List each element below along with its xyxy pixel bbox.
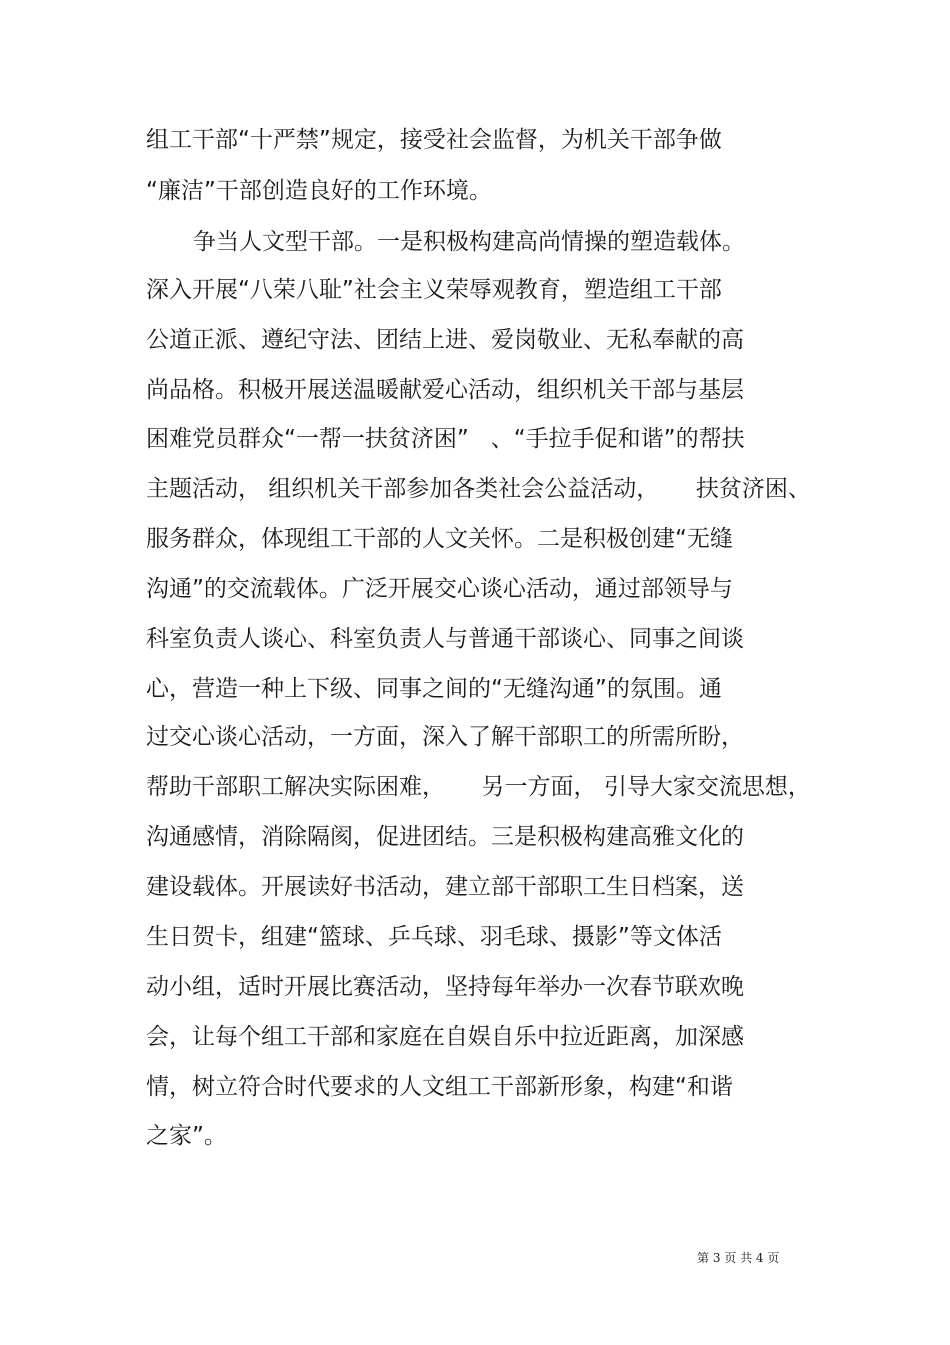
text-line-14: 帮助干部职工解决实际困难， 另一方面， 引导大家交流思想， (146, 774, 811, 800)
text-line-19: 会，让每个组工干部和家庭在自娱自乐中拉近距离，加深感 (146, 1024, 744, 1050)
text-line-11: 科室负责人谈心、科室负责人与普通干部谈心、同事之间谈 (146, 626, 744, 652)
text-line-20: 情，树立符合时代要求的人文组工干部新形象，构建“和谐 (146, 1074, 733, 1100)
text-line-4: 深入开展“八荣八耻”社会主义荣辱观教育，塑造组工干部 (146, 277, 722, 303)
text-line-17: 生日贺卡，组建“篮球、乒乓球、羽毛球、摄影”等文体活 (146, 924, 722, 950)
text-line-8: 主题活动， 组织机关干部参加各类社会公益活动， 扶贫济困、 (146, 476, 811, 502)
text-line-13: 过交心谈心活动，一方面，深入了解干部职工的所需所盼， (146, 724, 744, 750)
text-line-16: 建设载体。开展读好书活动，建立部干部职工生日档案，送 (146, 874, 744, 900)
text-line-15: 沟通感情，消除隔阂，促进团结。三是积极构建高雅文化的 (146, 824, 744, 850)
text-line-6: 尚品格。积极开展送温暖献爱心活动，组织机关干部与基层 (146, 377, 744, 403)
text-line-10: 沟通”的交流载体。广泛开展交心谈心活动，通过部领导与 (146, 576, 733, 602)
page-number-footer: 第 3 页 共 4 页 (697, 1251, 780, 1265)
text-line-21: 之家”。 (146, 1123, 227, 1149)
text-line-1: 组工干部“十严禁”规定，接受社会监督，为机关干部争做 (146, 127, 722, 153)
text-line-5: 公道正派、遵纪守法、团结上进、爱岗敬业、无私奉献的高 (146, 327, 744, 353)
text-line-2: “廉洁”干部创造良好的工作环境。 (146, 178, 492, 204)
text-line-18: 动小组，适时开展比赛活动，坚持每年举办一次春节联欢晚 (146, 974, 744, 1000)
text-line-7: 困难党员群众“一帮一扶贫济困” 、“手拉手促和谐”的帮扶 (146, 426, 745, 452)
text-line-12: 心，营造一种上下级、同事之间的“无缝沟通”的氛围。通 (146, 676, 722, 702)
text-line-9: 服务群众，体现组工干部的人文关怀。二是积极创建“无缝 (146, 526, 733, 552)
text-line-3: 争当人文型干部。一是积极构建高尚情操的塑造载体。 (193, 229, 745, 255)
